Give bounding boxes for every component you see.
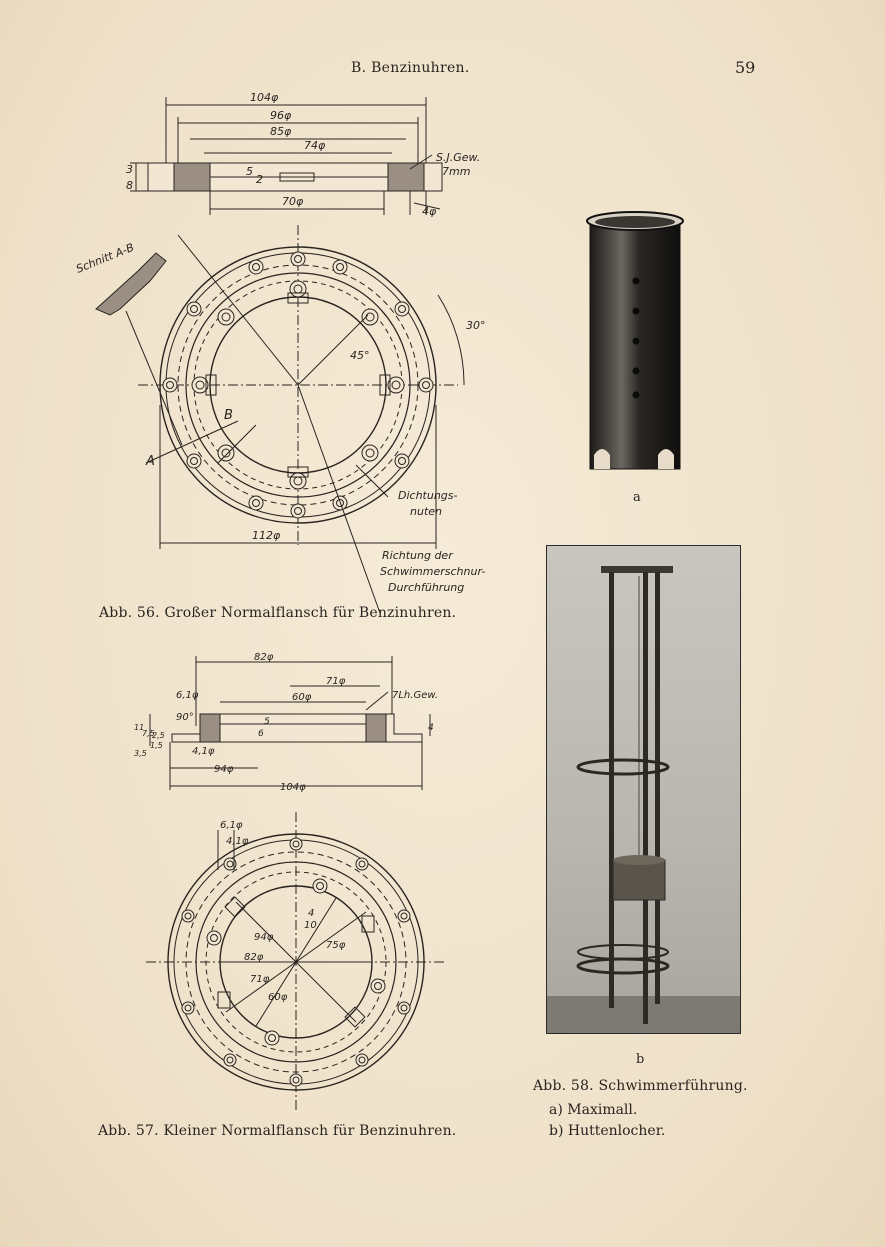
dim-74: 74φ	[304, 139, 326, 152]
figure-58-caption: Abb. 58. Schwimmerführung.	[533, 1078, 748, 1094]
dim-75: 75φ	[326, 940, 346, 951]
dim-4: 4φ	[422, 205, 437, 218]
figure-57-drawing	[130, 650, 450, 1105]
dim-h8: 8	[126, 179, 133, 192]
dim-h3: 3	[126, 163, 133, 176]
dim-h4: 4	[428, 723, 434, 733]
angle-30: 30°	[466, 319, 486, 332]
direction-label-2: Schwimmerschnur-	[380, 565, 486, 578]
figure-58a-image	[580, 205, 692, 475]
angle-90: 90°	[176, 712, 194, 723]
dim-61: 6,1φ	[176, 690, 199, 701]
dim-h2: 2	[256, 173, 263, 186]
point-b: B	[224, 408, 233, 423]
dim-60b: 60φ	[268, 992, 288, 1003]
dim-104: 104φ	[250, 91, 279, 104]
figure-56-caption: Abb. 56. Großer Normalflansch für Benzinuhren.	[99, 605, 457, 621]
dim-71b: 71φ	[250, 974, 270, 985]
section-label: Schnitt A-B	[74, 240, 136, 276]
figure-58b-image	[546, 545, 741, 1034]
point-a: A	[146, 454, 155, 469]
dim-104-57: 104φ	[280, 782, 306, 793]
running-head: B. Benzinuhren.	[351, 60, 470, 76]
sublist-item-a: a) Maximall.	[549, 1102, 638, 1118]
direction-label-3: Durchführung	[388, 581, 465, 594]
dim-4b: 4	[308, 908, 315, 919]
grooves-label-2: nuten	[410, 505, 442, 518]
dim-h6: 6	[258, 729, 264, 739]
figure-58-sublist	[549, 1100, 665, 1142]
dim-94b: 94φ	[254, 932, 274, 943]
figure-56-drawing	[70, 85, 510, 605]
dim-112: 112φ	[252, 529, 281, 542]
dim-10: 10	[304, 920, 317, 931]
direction-label-1: Richtung der	[382, 549, 453, 562]
dim-h11: 11	[134, 723, 145, 732]
sublist-item-b: b) Huttenlocher.	[549, 1123, 666, 1139]
thread-label-2: 7mm	[442, 165, 471, 178]
angle-45: 45°	[350, 349, 370, 362]
dim-85: 85φ	[270, 125, 292, 138]
dim-41b: 4,1φ	[226, 836, 249, 847]
dim-82b: 82φ	[244, 952, 264, 963]
grooves-label-1: Dichtungs-	[398, 489, 458, 502]
dim-h5: 5	[246, 165, 253, 178]
thread-label-1: S.J.Gew.	[436, 151, 481, 164]
figure-57-caption: Abb. 57. Kleiner Normalflansch für Benzinuhren.	[98, 1123, 457, 1139]
dim-71: 71φ	[326, 676, 346, 687]
figure-58b-label: b	[636, 1052, 645, 1067]
figure-58a-label: a	[633, 490, 641, 505]
page-number: 59	[735, 58, 756, 77]
dim-82: 82φ	[254, 652, 274, 663]
thread-label-57: 7Lh.Gew.	[392, 690, 439, 701]
dim-96: 96φ	[270, 109, 292, 122]
dim-h75: 7,5	[142, 729, 155, 738]
dim-61b: 6,1φ	[220, 820, 243, 831]
dim-70: 70φ	[282, 195, 304, 208]
dim-60: 60φ	[292, 692, 312, 703]
dim-h15: 1,5	[150, 741, 163, 750]
dim-41: 4,1φ	[192, 746, 215, 757]
dim-94: 94φ	[214, 764, 234, 775]
dim-h5: 5	[264, 717, 270, 727]
dim-h35: 3,5	[134, 749, 147, 758]
dim-h25: 2,5	[152, 731, 165, 740]
